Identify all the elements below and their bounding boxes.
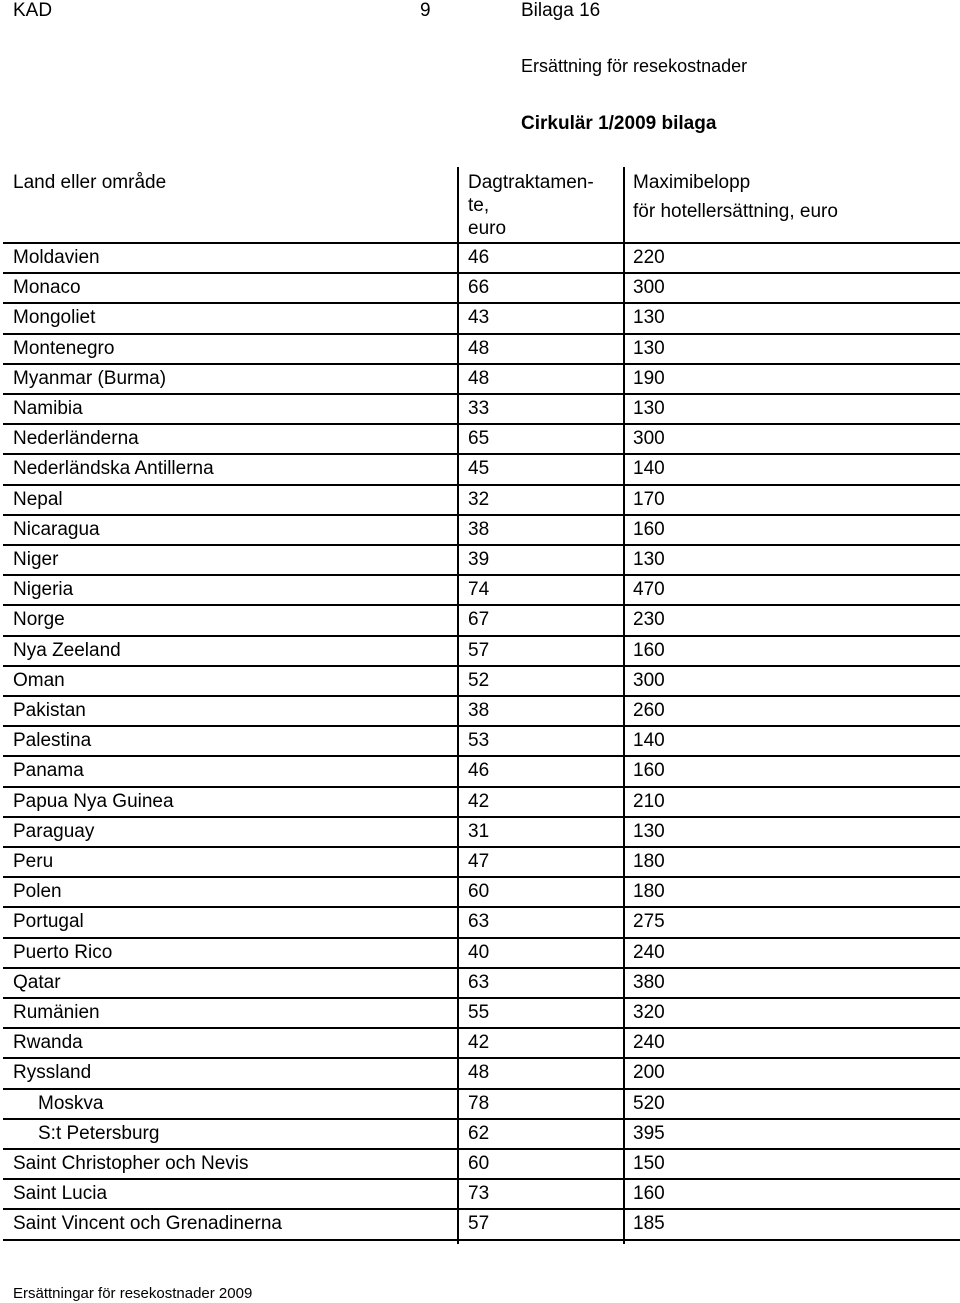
row-divider: [3, 453, 960, 455]
cell-country: Rwanda: [13, 1032, 83, 1054]
row-divider: [3, 393, 960, 395]
column-header-hotel-line1: Maximibelopp: [633, 172, 751, 193]
cell-country: Moldavien: [13, 247, 100, 268]
cell-country: Nigeria: [13, 579, 74, 601]
cell-hotel-max: 190: [633, 367, 665, 389]
column-divider-2: [623, 167, 625, 1244]
row-divider: [3, 786, 960, 788]
cell-hotel-max: 130: [633, 398, 665, 419]
cell-daily-allowance: 74: [468, 579, 490, 601]
cell-daily-allowance: 55: [468, 1002, 490, 1023]
table-row: [3, 545, 960, 575]
cell-daily-allowance: 63: [468, 971, 490, 993]
row-divider: [3, 1027, 960, 1029]
table-row: [3, 817, 960, 847]
cell-country: Peru: [13, 851, 54, 872]
row-divider: [3, 846, 960, 848]
row-divider: [3, 725, 960, 727]
cell-hotel-max: 200: [633, 1062, 665, 1084]
cell-country: Mongoliet: [13, 307, 96, 329]
table-row: [3, 636, 960, 666]
cell-daily-allowance: 48: [468, 337, 490, 359]
table-row: [3, 666, 960, 696]
cell-hotel-max: 300: [633, 428, 665, 450]
circular-title: Cirkulär 1/2009 bilaga: [521, 113, 717, 134]
cell-daily-allowance: 60: [468, 1153, 490, 1174]
cell-daily-allowance: 39: [468, 549, 490, 570]
table-row: [3, 243, 960, 273]
row-divider: [3, 333, 960, 335]
cell-daily-allowance: 57: [468, 639, 490, 661]
table-row: [3, 938, 960, 968]
row-divider: [3, 816, 960, 818]
table-row: [3, 1028, 960, 1058]
cell-country: Nicaragua: [13, 518, 100, 540]
cell-daily-allowance: 62: [468, 1122, 490, 1144]
column-header-daily-line1: Dagtraktamen-: [468, 172, 594, 193]
cell-daily-allowance: 32: [468, 488, 490, 510]
cell-country: Saint Lucia: [13, 1183, 108, 1205]
cell-country: Ryssland: [13, 1062, 92, 1084]
row-divider: [3, 665, 960, 667]
cell-daily-allowance: 57: [468, 1213, 490, 1235]
table-row: [3, 998, 960, 1028]
cell-hotel-max: 130: [633, 820, 665, 842]
row-divider: [3, 906, 960, 908]
cell-hotel-max: 160: [633, 639, 665, 661]
header-divider: [3, 242, 960, 244]
cell-hotel-max: 275: [633, 911, 665, 933]
cell-country: Namibia: [13, 398, 83, 419]
cell-hotel-max: 160: [633, 518, 665, 540]
cell-hotel-max: 220: [633, 247, 665, 268]
row-divider: [3, 272, 960, 274]
cell-daily-allowance: 48: [468, 1062, 490, 1084]
table-row: [3, 847, 960, 877]
cell-daily-allowance: 73: [468, 1183, 490, 1205]
header-left: KAD: [13, 0, 53, 21]
cell-hotel-max: 130: [633, 549, 665, 570]
cell-hotel-max: 140: [633, 730, 665, 752]
column-divider-1: [457, 167, 459, 1244]
cell-hotel-max: 260: [633, 700, 665, 721]
cell-country: Qatar: [13, 971, 61, 993]
cell-daily-allowance: 52: [468, 669, 490, 691]
cell-hotel-max: 180: [633, 851, 665, 872]
cell-hotel-max: 240: [633, 1032, 665, 1054]
row-divider: [3, 1057, 960, 1059]
cell-hotel-max: 230: [633, 609, 665, 631]
table-row: [3, 575, 960, 605]
table-row: [3, 1179, 960, 1209]
table-row: [3, 303, 960, 333]
row-divider: [3, 635, 960, 637]
cell-hotel-max: 130: [633, 307, 665, 329]
row-divider: [3, 1208, 960, 1210]
cell-daily-allowance: 47: [468, 851, 490, 872]
cell-daily-allowance: 45: [468, 458, 490, 480]
cell-daily-allowance: 42: [468, 790, 490, 812]
cell-country: Panama: [13, 760, 84, 782]
cell-hotel-max: 160: [633, 760, 665, 782]
row-divider: [3, 695, 960, 697]
table-row: [3, 424, 960, 454]
cell-daily-allowance: 48: [468, 367, 490, 389]
cell-hotel-max: 395: [633, 1122, 665, 1144]
row-divider: [3, 423, 960, 425]
cell-hotel-max: 185: [633, 1213, 665, 1235]
cell-daily-allowance: 33: [468, 398, 490, 419]
cell-country: Polen: [13, 881, 62, 903]
table-row: [3, 1209, 960, 1239]
row-divider: [3, 363, 960, 365]
row-divider: [3, 544, 960, 546]
cell-country: Nya Zeeland: [13, 639, 121, 661]
cell-country: Puerto Rico: [13, 941, 113, 963]
cell-daily-allowance: 38: [468, 700, 490, 721]
cell-daily-allowance: 67: [468, 609, 490, 631]
cell-daily-allowance: 43: [468, 307, 490, 329]
table-row: [3, 1058, 960, 1088]
column-header-daily-line2: te,: [468, 195, 490, 216]
table-header-row: [3, 167, 960, 243]
cell-daily-allowance: 65: [468, 428, 490, 450]
table-row: [3, 273, 960, 303]
table-row: [3, 364, 960, 394]
row-divider: [3, 1148, 960, 1150]
cell-daily-allowance: 42: [468, 1032, 490, 1054]
cell-hotel-max: 380: [633, 971, 665, 993]
document-subtitle: Ersättning för resekostnader: [521, 56, 748, 76]
cell-daily-allowance: 46: [468, 247, 490, 268]
cell-hotel-max: 180: [633, 881, 665, 903]
cell-country: Norge: [13, 609, 65, 631]
cell-country: Nederländska Antillerna: [13, 458, 214, 480]
cell-daily-allowance: 46: [468, 760, 490, 782]
cell-country: Nederländerna: [13, 428, 139, 450]
cell-country: Montenegro: [13, 337, 115, 359]
table-row: [3, 485, 960, 515]
cell-hotel-max: 160: [633, 1183, 665, 1205]
row-divider: [3, 574, 960, 576]
column-header-daily-line3: euro: [468, 218, 507, 239]
cell-hotel-max: 300: [633, 277, 665, 299]
row-divider: [3, 1118, 960, 1120]
cell-daily-allowance: 63: [468, 911, 490, 933]
cell-hotel-max: 300: [633, 669, 665, 691]
table-row: [3, 1149, 960, 1179]
table-row: [3, 1089, 960, 1119]
header-right: Bilaga 16: [521, 0, 601, 21]
cell-country: Niger: [13, 549, 59, 570]
cell-daily-allowance: 66: [468, 277, 490, 299]
cell-country: Saint Vincent och Grenadinerna: [13, 1213, 282, 1235]
row-divider: [3, 604, 960, 606]
cell-country: Monaco: [13, 277, 81, 299]
page-number: 9: [420, 0, 431, 21]
row-divider: [3, 514, 960, 516]
cell-hotel-max: 130: [633, 337, 665, 359]
cell-hotel-max: 320: [633, 1002, 665, 1023]
cell-country: Nepal: [13, 488, 63, 510]
cell-daily-allowance: 53: [468, 730, 490, 752]
table-row: [3, 515, 960, 545]
row-divider: [3, 1239, 960, 1241]
cell-country: Rumänien: [13, 1002, 100, 1023]
table-row: [3, 787, 960, 817]
cell-daily-allowance: 78: [468, 1092, 490, 1114]
cell-daily-allowance: 38: [468, 518, 490, 540]
cell-country: Saint Christopher och Nevis: [13, 1153, 249, 1174]
table-row: [3, 877, 960, 907]
row-divider: [3, 997, 960, 999]
table-row: [3, 334, 960, 364]
cell-country: Oman: [13, 669, 65, 691]
cell-hotel-max: 170: [633, 488, 665, 510]
row-divider: [3, 484, 960, 486]
row-divider: [3, 1088, 960, 1090]
cell-country: Moskva: [38, 1092, 104, 1114]
column-header-hotel-line2: för hotellersättning, euro: [633, 201, 838, 222]
row-divider: [3, 1178, 960, 1180]
row-divider: [3, 876, 960, 878]
table-row: [3, 454, 960, 484]
row-divider: [3, 967, 960, 969]
cell-country: Paraguay: [13, 820, 95, 842]
column-header-country: Land eller område: [13, 172, 167, 193]
cell-daily-allowance: 60: [468, 881, 490, 903]
table-row: [3, 968, 960, 998]
cell-hotel-max: 140: [633, 458, 665, 480]
table-row: [3, 756, 960, 786]
cell-country: Palestina: [13, 730, 92, 752]
cell-hotel-max: 520: [633, 1092, 665, 1114]
row-divider: [3, 755, 960, 757]
row-divider: [3, 937, 960, 939]
cell-hotel-max: 240: [633, 941, 665, 963]
table-row: [3, 907, 960, 937]
table-row: [3, 1119, 960, 1149]
cell-hotel-max: 150: [633, 1153, 665, 1174]
cell-country: Myanmar (Burma): [13, 367, 167, 389]
table-row: [3, 726, 960, 756]
page-footer: Ersättningar för resekostnader 2009: [13, 1285, 253, 1302]
cell-country: Pakistan: [13, 700, 86, 721]
cell-country: S:t Petersburg: [38, 1122, 160, 1144]
cell-country: Portugal: [13, 911, 84, 933]
table-row: [3, 394, 960, 424]
table-row: [3, 696, 960, 726]
table-row: [3, 605, 960, 635]
row-divider: [3, 302, 960, 304]
cell-daily-allowance: 40: [468, 941, 490, 963]
cell-country: Papua Nya Guinea: [13, 790, 174, 812]
cell-hotel-max: 210: [633, 790, 665, 812]
cell-hotel-max: 470: [633, 579, 665, 601]
cell-daily-allowance: 31: [468, 820, 490, 842]
